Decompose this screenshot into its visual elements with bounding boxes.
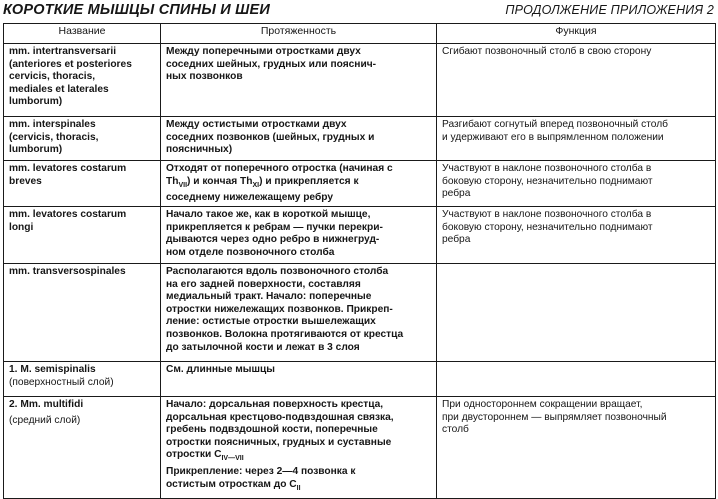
- muscle-extent-cell: [161, 161, 437, 207]
- function-line: Участвуют в наклоне позвоночного столба в: [442, 163, 652, 174]
- column-header-name: Название: [4, 24, 161, 44]
- vertebra-subscript: II: [296, 484, 301, 492]
- muscle-extent-cell: [161, 44, 437, 117]
- extent-line: Между остистыми отростками двух: [166, 119, 347, 130]
- muscle-extent-cell: [161, 264, 437, 362]
- extent-text: ) и кончая Th: [187, 175, 253, 187]
- table-row: [4, 161, 716, 207]
- muscle-name-line: lumborum): [9, 144, 63, 156]
- appendix-label: ПРОДОЛЖЕНИЕ ПРИЛОЖЕНИЯ 2: [505, 3, 714, 17]
- table-row: [4, 44, 716, 117]
- extent-line: соседних шейных, грудных или пояснич-: [166, 58, 377, 70]
- muscle-name-line: mm. intertransversarii: [9, 46, 117, 57]
- extent-line: Прикрепление: через 2—4 позвонка к: [166, 466, 356, 477]
- extent-line: медиальный тракт. Начало: поперечные: [166, 291, 372, 303]
- muscle-extent-cell: [161, 207, 437, 264]
- muscle-name-cell: [4, 397, 161, 499]
- extent-line: отростки нижележащих позвонков. Прикреп-: [166, 303, 393, 315]
- extent-line: прикрепляется к ребрам — пучки перекри-: [166, 221, 383, 233]
- function-line: при двустороннем — выпрямляет позвоночный: [442, 411, 667, 423]
- extent-line: [166, 479, 431, 496]
- extent-line: соседних позвонков (шейных, грудных и: [166, 131, 375, 143]
- table-row: [4, 397, 716, 499]
- column-header-extent: Протяженность: [161, 24, 437, 44]
- extent-line: [166, 449, 431, 466]
- extent-line: поясничных): [166, 144, 233, 156]
- extent-text: ) и прикрепляется к: [259, 175, 359, 187]
- muscle-function-cell: [437, 397, 716, 499]
- extent-line: Отходят от поперечного отростка (начиная с: [166, 163, 393, 174]
- function-line: ребра: [442, 234, 471, 246]
- function-line: боковую сторону, незначительно поднимают: [442, 221, 653, 233]
- page-title: КОРОТКИЕ МЫШЦЫ СПИНЫ И ШЕИ: [3, 2, 271, 18]
- extent-line: дываются через одно ребро в нижнегруд-: [166, 234, 380, 246]
- vertebra-subscript: IV—VII: [221, 455, 244, 463]
- extent-line: Начало: дорсальная поверхность крестца,: [166, 399, 384, 410]
- muscle-function-cell: [437, 362, 716, 397]
- muscle-name-cell: [4, 362, 161, 397]
- muscle-extent-cell: [161, 362, 437, 397]
- function-line: При одностороннем сокращении вращает,: [442, 399, 643, 410]
- vertebra-subscript: VII: [178, 181, 188, 189]
- extent-line: соседнему нижележащему ребру: [166, 192, 334, 204]
- extent-line: Располагаются вдоль позвоночного столба: [166, 266, 389, 277]
- extent-line: [166, 176, 431, 193]
- vertebra-subscript: XI: [252, 181, 260, 189]
- muscle-name-line: breves: [9, 175, 42, 187]
- extent-line: См. длинные мышцы: [166, 364, 275, 375]
- muscles-table: [3, 23, 716, 499]
- muscle-name-line: (средний слой): [9, 414, 81, 426]
- extent-line: позвонков. Волокна протягиваются от крестца: [166, 328, 404, 340]
- muscle-name-line: mm. transversospinales: [9, 266, 126, 277]
- muscle-name-cell: [4, 207, 161, 264]
- extent-line: дорсальная крестцово-подвздошная связка,: [166, 411, 394, 423]
- muscle-function-cell: [437, 207, 716, 264]
- muscle-name-line: 2. Mm. multifidi: [9, 399, 84, 410]
- table-header-row: [4, 24, 716, 44]
- extent-line: отростки поясничных, грудных и суставные: [166, 436, 392, 448]
- table-row: [4, 264, 716, 362]
- muscle-name-line: mm. levatores costarum: [9, 163, 127, 174]
- muscle-name-line: 1. M. semispinalis: [9, 364, 96, 375]
- muscle-name-line: lumborum): [9, 96, 63, 108]
- extent-text: отростки C: [166, 449, 222, 461]
- muscle-function-cell: [437, 161, 716, 207]
- table-row: [4, 117, 716, 161]
- muscle-function-cell: [437, 117, 716, 161]
- function-line: столб: [442, 424, 469, 436]
- extent-line: ных позвонков: [166, 71, 243, 83]
- extent-text: остистым отросткам до C: [166, 478, 297, 490]
- muscle-name-cell: [4, 44, 161, 117]
- muscle-extent-cell: [161, 117, 437, 161]
- extent-text: Th: [166, 175, 179, 187]
- extent-line: гребень подвздошной кости, поперечные: [166, 424, 378, 436]
- muscle-name-line: cervicis, thoracis,: [9, 71, 96, 83]
- extent-line: на его задней поверхности, составляя: [166, 278, 361, 290]
- extent-line: Между поперечными отростками двух: [166, 46, 361, 57]
- extent-line: до затылочной кости и лежат в 3 слоя: [166, 341, 360, 353]
- muscle-name-line: (поверхностный слой): [9, 376, 114, 388]
- function-line: Участвуют в наклоне позвоночного столба в: [442, 209, 652, 220]
- muscle-name-line: mediales et laterales: [9, 83, 109, 95]
- function-line: ребра: [442, 188, 471, 200]
- extent-line: ном отделе позвоночного столба: [166, 246, 335, 258]
- muscle-name-line: mm. interspinales: [9, 119, 96, 130]
- extent-line: Начало такое же, как в короткой мышце,: [166, 209, 371, 220]
- muscle-name-line: (anteriores et posteriores: [9, 58, 132, 70]
- function-line: боковую сторону, незначительно поднимают: [442, 175, 653, 187]
- column-header-function: Функция: [437, 24, 716, 44]
- table-row: [4, 362, 716, 397]
- muscle-function-cell: [437, 264, 716, 362]
- muscle-extent-cell: [161, 397, 437, 499]
- function-line: и удерживают его в выпрямленном положении: [442, 131, 664, 143]
- page-header: [0, 0, 718, 22]
- muscle-name-cell: [4, 161, 161, 207]
- function-line: Сгибают позвоночный столб в свою сторону: [442, 46, 652, 57]
- muscle-name-line: mm. levatores costarum: [9, 209, 127, 220]
- muscle-name-line: longi: [9, 221, 34, 233]
- muscle-name-line: (cervicis, thoracis,: [9, 131, 99, 143]
- table-row: [4, 207, 716, 264]
- extent-line: ление: остистые отростки вышележащих: [166, 316, 376, 328]
- muscle-name-cell: [4, 264, 161, 362]
- function-line: Разгибают согнутый вперед позвоночный столб: [442, 119, 668, 130]
- muscle-function-cell: [437, 44, 716, 117]
- muscle-name-cell: [4, 117, 161, 161]
